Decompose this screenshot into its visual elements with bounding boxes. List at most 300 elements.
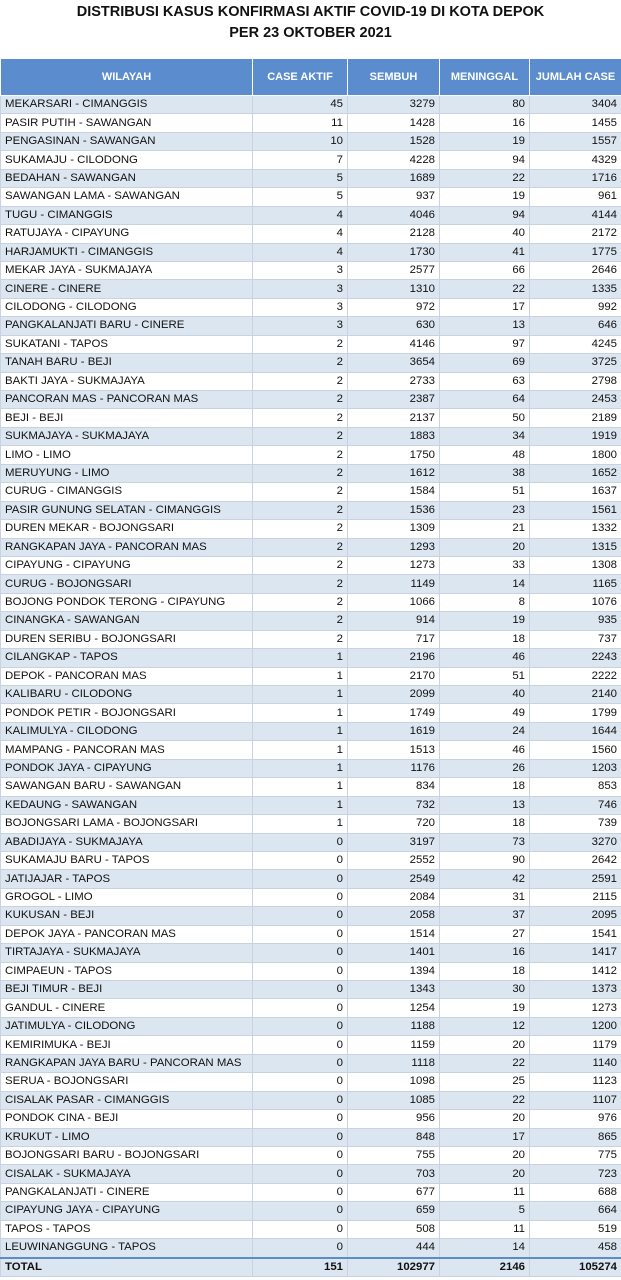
- table-row: [1, 188, 621, 206]
- table-header-row: [1, 59, 621, 96]
- cell-meninggal: 41: [440, 243, 530, 261]
- cell-case-aktif: 2: [253, 538, 348, 556]
- cell-meninggal: 90: [440, 851, 530, 869]
- cell-meninggal: 69: [440, 354, 530, 372]
- cell-wilayah: CURUG - BOJONGSARI: [1, 575, 253, 593]
- cell-jumlah-case: 646: [530, 317, 621, 335]
- cell-sembuh: 444: [348, 1239, 440, 1258]
- table-row: [1, 1128, 621, 1146]
- table-row: [1, 1017, 621, 1035]
- cell-sembuh: 1428: [348, 114, 440, 132]
- cell-meninggal: 19: [440, 132, 530, 150]
- cell-meninggal: 37: [440, 907, 530, 925]
- cell-jumlah-case: 2646: [530, 261, 621, 279]
- cell-case-aktif: 2: [253, 335, 348, 353]
- cell-sembuh: 1254: [348, 999, 440, 1017]
- cell-meninggal: 48: [440, 446, 530, 464]
- cell-meninggal: 94: [440, 151, 530, 169]
- cell-meninggal: 18: [440, 630, 530, 648]
- table-body: [1, 96, 621, 1258]
- cell-meninggal: 11: [440, 1183, 530, 1201]
- cell-jumlah-case: 1637: [530, 483, 621, 501]
- cell-sembuh: 1528: [348, 132, 440, 150]
- table-row: [1, 225, 621, 243]
- table-row: [1, 1054, 621, 1072]
- cell-jumlah-case: 746: [530, 796, 621, 814]
- table-row: [1, 981, 621, 999]
- table-row: [1, 722, 621, 740]
- cell-wilayah: CIPAYUNG - CIPAYUNG: [1, 556, 253, 574]
- table-row: [1, 556, 621, 574]
- cell-wilayah: ABADIJAYA - SUKMAJAYA: [1, 833, 253, 851]
- cell-meninggal: 30: [440, 981, 530, 999]
- cell-case-aktif: 0: [253, 1128, 348, 1146]
- cell-meninggal: 34: [440, 427, 530, 445]
- header-sembuh: SEMBUH: [348, 59, 440, 96]
- cell-jumlah-case: 2140: [530, 686, 621, 704]
- cell-case-aktif: 0: [253, 1202, 348, 1220]
- covid-case-table: [0, 58, 621, 1277]
- cell-meninggal: 22: [440, 1091, 530, 1109]
- cell-wilayah: PENGASINAN - SAWANGAN: [1, 132, 253, 150]
- cell-sembuh: 914: [348, 612, 440, 630]
- cell-case-aktif: 0: [253, 907, 348, 925]
- cell-case-aktif: 4: [253, 225, 348, 243]
- cell-wilayah: KALIMULYA - CILODONG: [1, 722, 253, 740]
- cell-wilayah: CIPAYUNG JAYA - CIPAYUNG: [1, 1202, 253, 1220]
- cell-case-aktif: 0: [253, 1183, 348, 1201]
- cell-wilayah: CISALAK - SUKMAJAYA: [1, 1165, 253, 1183]
- cell-jumlah-case: 1107: [530, 1091, 621, 1109]
- cell-wilayah: TIRTAJAYA - SUKMAJAYA: [1, 944, 253, 962]
- cell-case-aktif: 1: [253, 741, 348, 759]
- cell-meninggal: 51: [440, 483, 530, 501]
- cell-jumlah-case: 688: [530, 1183, 621, 1201]
- cell-meninggal: 22: [440, 280, 530, 298]
- table-row: [1, 612, 621, 630]
- cell-jumlah-case: 1652: [530, 464, 621, 482]
- cell-case-aktif: 0: [253, 1220, 348, 1238]
- cell-sembuh: 720: [348, 815, 440, 833]
- cell-meninggal: 27: [440, 925, 530, 943]
- cell-wilayah: CILANGKAP - TAPOS: [1, 649, 253, 667]
- cell-jumlah-case: 1335: [530, 280, 621, 298]
- cell-wilayah: CIMPAEUN - TAPOS: [1, 962, 253, 980]
- cell-sembuh: 1883: [348, 427, 440, 445]
- cell-jumlah-case: 737: [530, 630, 621, 648]
- cell-sembuh: 1619: [348, 722, 440, 740]
- cell-case-aktif: 0: [253, 944, 348, 962]
- cell-case-aktif: 1: [253, 722, 348, 740]
- cell-meninggal: 11: [440, 1220, 530, 1238]
- cell-sembuh: 1612: [348, 464, 440, 482]
- cell-jumlah-case: 1308: [530, 556, 621, 574]
- cell-meninggal: 17: [440, 1128, 530, 1146]
- table-row: [1, 151, 621, 169]
- cell-wilayah: TANAH BARU - BEJI: [1, 354, 253, 372]
- cell-sembuh: 2196: [348, 649, 440, 667]
- cell-sembuh: 4146: [348, 335, 440, 353]
- table-row: [1, 1036, 621, 1054]
- table-row: [1, 759, 621, 777]
- cell-sembuh: 2058: [348, 907, 440, 925]
- cell-wilayah: CILODONG - CILODONG: [1, 298, 253, 316]
- cell-wilayah: PASIR GUNUNG SELATAN - CIMANGGIS: [1, 501, 253, 519]
- cell-sembuh: 2733: [348, 372, 440, 390]
- cell-wilayah: RATUJAYA - CIPAYUNG: [1, 225, 253, 243]
- cell-meninggal: 13: [440, 317, 530, 335]
- table-row: [1, 501, 621, 519]
- cell-meninggal: 8: [440, 593, 530, 611]
- cell-jumlah-case: 2798: [530, 372, 621, 390]
- cell-sembuh: 630: [348, 317, 440, 335]
- cell-case-aktif: 0: [253, 925, 348, 943]
- cell-sembuh: 2084: [348, 888, 440, 906]
- cell-wilayah: MEKARSARI - CIMANGGIS: [1, 96, 253, 114]
- cell-sembuh: 848: [348, 1128, 440, 1146]
- cell-wilayah: BEJI - BEJI: [1, 409, 253, 427]
- cell-meninggal: 33: [440, 556, 530, 574]
- cell-sembuh: 1085: [348, 1091, 440, 1109]
- cell-jumlah-case: 1273: [530, 999, 621, 1017]
- cell-wilayah: PANGKALANJATI BARU - CINERE: [1, 317, 253, 335]
- cell-sembuh: 1310: [348, 280, 440, 298]
- cell-wilayah: GROGOL - LIMO: [1, 888, 253, 906]
- cell-meninggal: 5: [440, 1202, 530, 1220]
- cell-sembuh: 1749: [348, 704, 440, 722]
- cell-case-aktif: 0: [253, 1036, 348, 1054]
- cell-meninggal: 20: [440, 1165, 530, 1183]
- cell-sembuh: 2577: [348, 261, 440, 279]
- cell-sembuh: 1401: [348, 944, 440, 962]
- cell-case-aktif: 0: [253, 1165, 348, 1183]
- cell-jumlah-case: 2591: [530, 870, 621, 888]
- cell-jumlah-case: 1179: [530, 1036, 621, 1054]
- table-row: [1, 538, 621, 556]
- cell-jumlah-case: 739: [530, 815, 621, 833]
- table-row: [1, 593, 621, 611]
- cell-sembuh: 1066: [348, 593, 440, 611]
- cell-meninggal: 18: [440, 962, 530, 980]
- cell-wilayah: BAKTI JAYA - SUKMAJAYA: [1, 372, 253, 390]
- cell-sembuh: 732: [348, 796, 440, 814]
- cell-wilayah: CINERE - CINERE: [1, 280, 253, 298]
- cell-case-aktif: 1: [253, 649, 348, 667]
- cell-sembuh: 2099: [348, 686, 440, 704]
- cell-sembuh: 1730: [348, 243, 440, 261]
- table-row: [1, 1202, 621, 1220]
- cell-meninggal: 46: [440, 741, 530, 759]
- cell-wilayah: RANGKAPAN JAYA - PANCORAN MAS: [1, 538, 253, 556]
- cell-jumlah-case: 1332: [530, 520, 621, 538]
- cell-jumlah-case: 3404: [530, 96, 621, 114]
- cell-wilayah: KEMIRIMUKA - BEJI: [1, 1036, 253, 1054]
- cell-jumlah-case: 2642: [530, 851, 621, 869]
- table-row: [1, 427, 621, 445]
- cell-meninggal: 20: [440, 538, 530, 556]
- cell-jumlah-case: 3270: [530, 833, 621, 851]
- cell-jumlah-case: 976: [530, 1110, 621, 1128]
- cell-wilayah: DUREN SERIBU - BOJONGSARI: [1, 630, 253, 648]
- cell-wilayah: SUKMAJAYA - SUKMAJAYA: [1, 427, 253, 445]
- total-case-aktif: 151: [253, 1258, 348, 1277]
- cell-meninggal: 18: [440, 815, 530, 833]
- cell-sembuh: 3197: [348, 833, 440, 851]
- header-jumlah-case: JUMLAH CASE: [530, 59, 621, 96]
- cell-jumlah-case: 1716: [530, 169, 621, 187]
- table-row: [1, 520, 621, 538]
- cell-jumlah-case: 2189: [530, 409, 621, 427]
- cell-case-aktif: 2: [253, 427, 348, 445]
- cell-sembuh: 677: [348, 1183, 440, 1201]
- table-row: [1, 833, 621, 851]
- cell-case-aktif: 1: [253, 778, 348, 796]
- table-row: [1, 298, 621, 316]
- cell-wilayah: BEJI TIMUR - BEJI: [1, 981, 253, 999]
- cell-wilayah: KEDAUNG - SAWANGAN: [1, 796, 253, 814]
- cell-jumlah-case: 4329: [530, 151, 621, 169]
- cell-wilayah: PANGKALANJATI - CINERE: [1, 1183, 253, 1201]
- cell-sembuh: 1536: [348, 501, 440, 519]
- cell-case-aktif: 0: [253, 999, 348, 1017]
- total-jumlah-case: 105274: [530, 1258, 621, 1277]
- table-row: [1, 686, 621, 704]
- cell-case-aktif: 0: [253, 833, 348, 851]
- cell-sembuh: 4228: [348, 151, 440, 169]
- cell-jumlah-case: 3725: [530, 354, 621, 372]
- title-line-2: PER 23 OKTOBER 2021: [229, 25, 392, 41]
- table-row: [1, 1110, 621, 1128]
- cell-meninggal: 94: [440, 206, 530, 224]
- cell-meninggal: 46: [440, 649, 530, 667]
- cell-sembuh: 1098: [348, 1073, 440, 1091]
- cell-wilayah: TUGU - CIMANGGIS: [1, 206, 253, 224]
- cell-meninggal: 22: [440, 169, 530, 187]
- table-row: [1, 962, 621, 980]
- cell-jumlah-case: 1561: [530, 501, 621, 519]
- cell-meninggal: 16: [440, 944, 530, 962]
- cell-sembuh: 1584: [348, 483, 440, 501]
- cell-case-aktif: 4: [253, 206, 348, 224]
- cell-meninggal: 14: [440, 575, 530, 593]
- cell-jumlah-case: 2095: [530, 907, 621, 925]
- cell-meninggal: 17: [440, 298, 530, 316]
- cell-wilayah: SUKAMAJU BARU - TAPOS: [1, 851, 253, 869]
- cell-case-aktif: 1: [253, 704, 348, 722]
- table-row: [1, 1073, 621, 1091]
- cell-meninggal: 66: [440, 261, 530, 279]
- cell-meninggal: 22: [440, 1054, 530, 1072]
- cell-wilayah: BOJONGSARI LAMA - BOJONGSARI: [1, 815, 253, 833]
- cell-wilayah: JATIMULYA - CILODONG: [1, 1017, 253, 1035]
- cell-meninggal: 25: [440, 1073, 530, 1091]
- table-row: [1, 1239, 621, 1258]
- table-row: [1, 741, 621, 759]
- cell-wilayah: DEPOK JAYA - PANCORAN MAS: [1, 925, 253, 943]
- cell-jumlah-case: 1557: [530, 132, 621, 150]
- cell-case-aktif: 10: [253, 132, 348, 150]
- total-label: TOTAL: [1, 1258, 253, 1277]
- cell-meninggal: 19: [440, 999, 530, 1017]
- cell-wilayah: CISALAK PASAR - CIMANGGIS: [1, 1091, 253, 1109]
- table-row: [1, 888, 621, 906]
- cell-wilayah: BEDAHAN - SAWANGAN: [1, 169, 253, 187]
- cell-meninggal: 38: [440, 464, 530, 482]
- cell-meninggal: 40: [440, 686, 530, 704]
- cell-jumlah-case: 775: [530, 1146, 621, 1164]
- cell-wilayah: KALIBARU - CILODONG: [1, 686, 253, 704]
- cell-sembuh: 1394: [348, 962, 440, 980]
- cell-meninggal: 51: [440, 667, 530, 685]
- table-row: [1, 1165, 621, 1183]
- table-row: [1, 1091, 621, 1109]
- cell-jumlah-case: 4245: [530, 335, 621, 353]
- cell-wilayah: SAWANGAN LAMA - SAWANGAN: [1, 188, 253, 206]
- cell-jumlah-case: 935: [530, 612, 621, 630]
- cell-jumlah-case: 865: [530, 1128, 621, 1146]
- cell-case-aktif: 0: [253, 1110, 348, 1128]
- header-meninggal: MENINGGAL: [440, 59, 530, 96]
- cell-sembuh: 508: [348, 1220, 440, 1238]
- cell-case-aktif: 0: [253, 888, 348, 906]
- total-meninggal: 2146: [440, 1258, 530, 1277]
- cell-wilayah: DUREN MEKAR - BOJONGSARI: [1, 520, 253, 538]
- cell-case-aktif: 2: [253, 372, 348, 390]
- cell-sembuh: 659: [348, 1202, 440, 1220]
- cell-case-aktif: 11: [253, 114, 348, 132]
- cell-sembuh: 1309: [348, 520, 440, 538]
- cell-case-aktif: 2: [253, 630, 348, 648]
- table-row: [1, 851, 621, 869]
- cell-sembuh: 1514: [348, 925, 440, 943]
- cell-jumlah-case: 1800: [530, 446, 621, 464]
- cell-wilayah: SUKAMAJU - CILODONG: [1, 151, 253, 169]
- cell-case-aktif: 7: [253, 151, 348, 169]
- table-row: [1, 667, 621, 685]
- page-title: [0, 0, 621, 58]
- cell-meninggal: 97: [440, 335, 530, 353]
- cell-case-aktif: 2: [253, 409, 348, 427]
- cell-jumlah-case: 1644: [530, 722, 621, 740]
- table-row: [1, 1183, 621, 1201]
- cell-case-aktif: 1: [253, 667, 348, 685]
- cell-wilayah: PONDOK PETIR - BOJONGSARI: [1, 704, 253, 722]
- cell-wilayah: GANDUL - CINERE: [1, 999, 253, 1017]
- header-wilayah: WILAYAH: [1, 59, 253, 96]
- table-row: [1, 630, 621, 648]
- cell-wilayah: RANGKAPAN JAYA BARU - PANCORAN MAS: [1, 1054, 253, 1072]
- cell-sembuh: 1176: [348, 759, 440, 777]
- cell-jumlah-case: 2243: [530, 649, 621, 667]
- cell-jumlah-case: 1799: [530, 704, 621, 722]
- cell-wilayah: PONDOK CINA - BEJI: [1, 1110, 253, 1128]
- header-case-aktif: CASE AKTIF: [253, 59, 348, 96]
- cell-case-aktif: 0: [253, 1146, 348, 1164]
- cell-jumlah-case: 1123: [530, 1073, 621, 1091]
- cell-case-aktif: 45: [253, 96, 348, 114]
- table-row: [1, 483, 621, 501]
- cell-jumlah-case: 2453: [530, 391, 621, 409]
- cell-jumlah-case: 1203: [530, 759, 621, 777]
- cell-sembuh: 1118: [348, 1054, 440, 1072]
- cell-case-aktif: 0: [253, 870, 348, 888]
- cell-meninggal: 42: [440, 870, 530, 888]
- cell-jumlah-case: 1200: [530, 1017, 621, 1035]
- cell-sembuh: 1293: [348, 538, 440, 556]
- cell-case-aktif: 1: [253, 686, 348, 704]
- cell-wilayah: BOJONGSARI BARU - BOJONGSARI: [1, 1146, 253, 1164]
- cell-case-aktif: 2: [253, 464, 348, 482]
- table-row: [1, 206, 621, 224]
- cell-wilayah: CINANGKA - SAWANGAN: [1, 612, 253, 630]
- table-row: [1, 317, 621, 335]
- cell-jumlah-case: 1541: [530, 925, 621, 943]
- table-row: [1, 391, 621, 409]
- cell-sembuh: 3654: [348, 354, 440, 372]
- table-row: [1, 796, 621, 814]
- cell-case-aktif: 3: [253, 280, 348, 298]
- cell-case-aktif: 3: [253, 261, 348, 279]
- cell-case-aktif: 0: [253, 1054, 348, 1072]
- cell-meninggal: 73: [440, 833, 530, 851]
- cell-jumlah-case: 664: [530, 1202, 621, 1220]
- cell-case-aktif: 2: [253, 556, 348, 574]
- cell-sembuh: 1273: [348, 556, 440, 574]
- cell-sembuh: 1689: [348, 169, 440, 187]
- cell-case-aktif: 1: [253, 759, 348, 777]
- cell-jumlah-case: 992: [530, 298, 621, 316]
- cell-jumlah-case: 1373: [530, 981, 621, 999]
- cell-case-aktif: 0: [253, 851, 348, 869]
- cell-jumlah-case: 1315: [530, 538, 621, 556]
- cell-jumlah-case: 519: [530, 1220, 621, 1238]
- cell-case-aktif: 5: [253, 169, 348, 187]
- title-line-1: DISTRIBUSI KASUS KONFIRMASI AKTIF COVID-19 DI KOTA DEPOK: [76, 4, 545, 20]
- cell-jumlah-case: 1417: [530, 944, 621, 962]
- cell-jumlah-case: 1165: [530, 575, 621, 593]
- table-row: [1, 649, 621, 667]
- cell-meninggal: 13: [440, 796, 530, 814]
- cell-wilayah: MAMPANG - PANCORAN MAS: [1, 741, 253, 759]
- cell-meninggal: 26: [440, 759, 530, 777]
- cell-case-aktif: 0: [253, 962, 348, 980]
- cell-sembuh: 3279: [348, 96, 440, 114]
- cell-meninggal: 12: [440, 1017, 530, 1035]
- cell-sembuh: 2552: [348, 851, 440, 869]
- cell-wilayah: KRUKUT - LIMO: [1, 1128, 253, 1146]
- cell-case-aktif: 0: [253, 981, 348, 999]
- table-row: [1, 169, 621, 187]
- cell-sembuh: 2387: [348, 391, 440, 409]
- cell-sembuh: 2137: [348, 409, 440, 427]
- cell-sembuh: 1513: [348, 741, 440, 759]
- table-row: [1, 778, 621, 796]
- cell-jumlah-case: 458: [530, 1239, 621, 1258]
- cell-case-aktif: 2: [253, 391, 348, 409]
- cell-wilayah: HARJAMUKTI - CIMANGGIS: [1, 243, 253, 261]
- total-row: [1, 1258, 621, 1277]
- cell-wilayah: KUKUSAN - BEJI: [1, 907, 253, 925]
- cell-meninggal: 40: [440, 225, 530, 243]
- cell-sembuh: 1188: [348, 1017, 440, 1035]
- cell-wilayah: DEPOK - PANCORAN MAS: [1, 667, 253, 685]
- table-row: [1, 944, 621, 962]
- table-row: [1, 335, 621, 353]
- cell-sembuh: 2170: [348, 667, 440, 685]
- cell-meninggal: 23: [440, 501, 530, 519]
- table-row: [1, 409, 621, 427]
- cell-meninggal: 16: [440, 114, 530, 132]
